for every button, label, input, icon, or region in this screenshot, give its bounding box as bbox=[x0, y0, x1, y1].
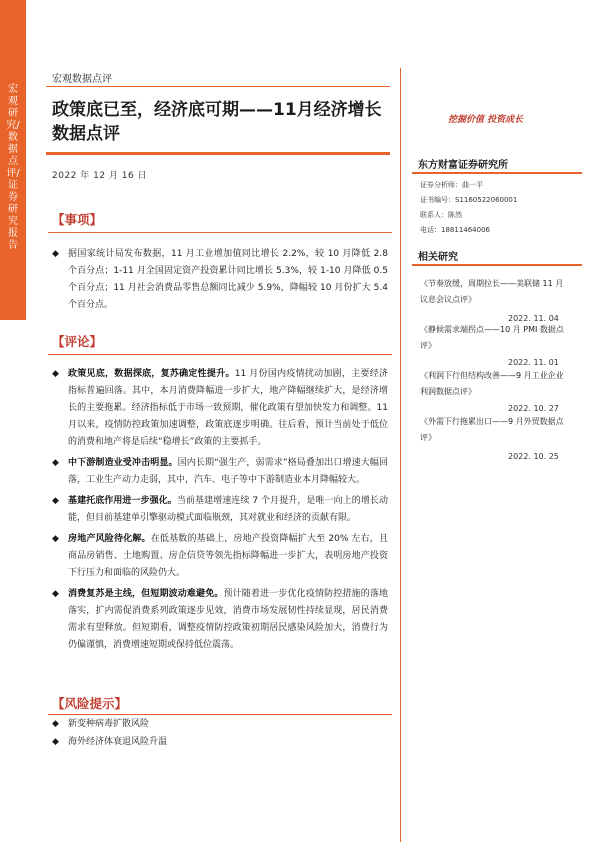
list-item bbox=[52, 734, 388, 751]
report-date: 2022 年 12 月 16 日 bbox=[52, 171, 148, 181]
phone: 电话：18811464006 bbox=[420, 226, 490, 234]
event-text: 据国家统计局发布数据，11 月工业增加值同比增长 2.2%，较 10 月降低 2.8 个百分点；1-11 月全国固定资产投资累计同比增长 5.3%，较 1-10 月降低 0.5 个百分点；11 月社会消费品零售总额同比减少 5.9%，降幅较 10 月份扩大 5.4 个百分点。 bbox=[68, 249, 388, 310]
related-heading: 相关研究 bbox=[418, 252, 458, 263]
page-title: 政策底已至，经济底可期——11月经济增长数据点评 bbox=[52, 100, 382, 144]
comment-lead: 政策见底，数据探底，复苏确定性提升。 bbox=[68, 369, 235, 379]
list-item bbox=[52, 493, 388, 527]
section-divider-events bbox=[48, 232, 392, 233]
comment-body: 在低基数的基础上，房地产投资降幅扩大至 20% 左右，且商品房销售、土地购置、房企信贷等领先指标降幅进一步扩大，表明房地产投资下行压力和面临的风险仍大。 bbox=[68, 534, 388, 578]
related-report-link[interactable]: 《外需下行拖累出口——9 月外贸数据点评》 bbox=[420, 417, 564, 442]
diamond-icon: ◆ bbox=[52, 534, 59, 544]
list-item bbox=[52, 455, 388, 489]
related-report-link[interactable]: 《利润下行但结构改善——9 月工业企业利润数据点评》 bbox=[420, 371, 564, 396]
risk-text: 海外经济体衰退风险升温 bbox=[68, 737, 168, 747]
section-heading-events: 【事项】 bbox=[52, 212, 103, 227]
related-report-link[interactable]: 《节奏放缓，周期拉长——美联储 11 月议息会议点评》 bbox=[420, 279, 564, 304]
diamond-icon: ◆ bbox=[52, 589, 59, 599]
slogan: 挖掘价值 投资成长 bbox=[448, 115, 524, 125]
firm-divider bbox=[412, 172, 582, 174]
side-banner bbox=[0, 0, 26, 320]
firm-name: 东方财富证券研究所 bbox=[418, 160, 508, 171]
list-item bbox=[52, 366, 388, 451]
comments-list bbox=[52, 366, 388, 658]
comment-lead: 消费复苏是主线，但短期波动难避免。 bbox=[68, 589, 224, 599]
list-item bbox=[52, 586, 388, 654]
list-item bbox=[52, 531, 388, 582]
list-item bbox=[52, 246, 388, 314]
section-heading-comments: 【评论】 bbox=[52, 334, 103, 349]
title-divider bbox=[46, 152, 390, 155]
license-number: 证书编号：S1160522060001 bbox=[420, 196, 518, 204]
diamond-icon: ◆ bbox=[52, 496, 59, 506]
comment-lead: 基建托底作用进一步强化。 bbox=[68, 496, 177, 506]
diamond-icon: ◆ bbox=[52, 369, 59, 379]
comment-body: 国内长期“强生产，弱需求”格局叠加出口增速大幅回落，工业生产动力走弱，其中，汽车、电子等中下游制造业本月降幅较大。 bbox=[68, 458, 388, 485]
comment-body: 当前基建增速连续 7 个月提升，是唯一向上的增长动能，但目前基建单引擎驱动模式面临瓶颈，其对就业和经济的贡献有限。 bbox=[68, 496, 388, 523]
contact: 联系人：陈然 bbox=[420, 211, 462, 219]
related-report-date: 2022. 11. 01 bbox=[508, 358, 559, 367]
section-divider-risks bbox=[48, 714, 392, 715]
report-category: 宏观数据点评 bbox=[52, 74, 112, 85]
comment-lead: 中下游制造业受冲击明显。 bbox=[68, 458, 178, 468]
events-list bbox=[52, 246, 388, 318]
related-report-date: 2022. 10. 27 bbox=[508, 404, 559, 413]
risk-text: 新变种病毒扩散风险 bbox=[68, 719, 150, 729]
related-report-date: 2022. 11. 04 bbox=[508, 314, 559, 323]
comment-body: 预计随着进一步优化疫情防控措施的落地落实，扩内需促消费系列政策逐步见效，消费市场发展韧性持续显现，居民消费需求有望释放。但短期看，调整疫情防控政策初期居民感染风险加大，消费行为仍偏谨慎，消费增速短期或保持低位震荡。 bbox=[68, 589, 388, 650]
list-item bbox=[52, 716, 388, 733]
related-report-date: 2022. 10. 25 bbox=[508, 452, 559, 461]
header-divider bbox=[46, 86, 390, 87]
risks-list bbox=[52, 716, 388, 755]
diamond-icon: ◆ bbox=[52, 458, 59, 468]
column-divider bbox=[400, 68, 401, 842]
section-divider-comments bbox=[48, 354, 392, 355]
related-divider bbox=[412, 264, 582, 266]
comment-lead: 房地产风险待化解。 bbox=[68, 534, 151, 544]
analyst: 证券分析师：曲一平 bbox=[420, 181, 483, 189]
diamond-icon: ◆ bbox=[52, 249, 59, 259]
related-report-link[interactable]: 《静候需求端拐点——10 月 PMI 数据点评》 bbox=[420, 325, 564, 350]
side-banner-text: 宏观研究/数据点评/证券研究报告 bbox=[6, 84, 20, 251]
diamond-icon: ◆ bbox=[52, 719, 59, 729]
comment-body: 11 月份国内疫情扰动加剧，主要经济指标普遍回落。其中，本月消费降幅进一步扩大，地产降幅继续扩大，是经济增长的主要拖累。经济指标低于市场一致预期，催化政策有望加快发力和调整。11 月以来，疫情防控政策加速调整，政策底逐步明确。往后看，预计当前处于低位的消费和地产将是后续“稳增长”政策的主要抓手。 bbox=[68, 369, 388, 447]
diamond-icon: ◆ bbox=[52, 737, 59, 747]
section-heading-risks: 【风险提示】 bbox=[52, 696, 128, 711]
